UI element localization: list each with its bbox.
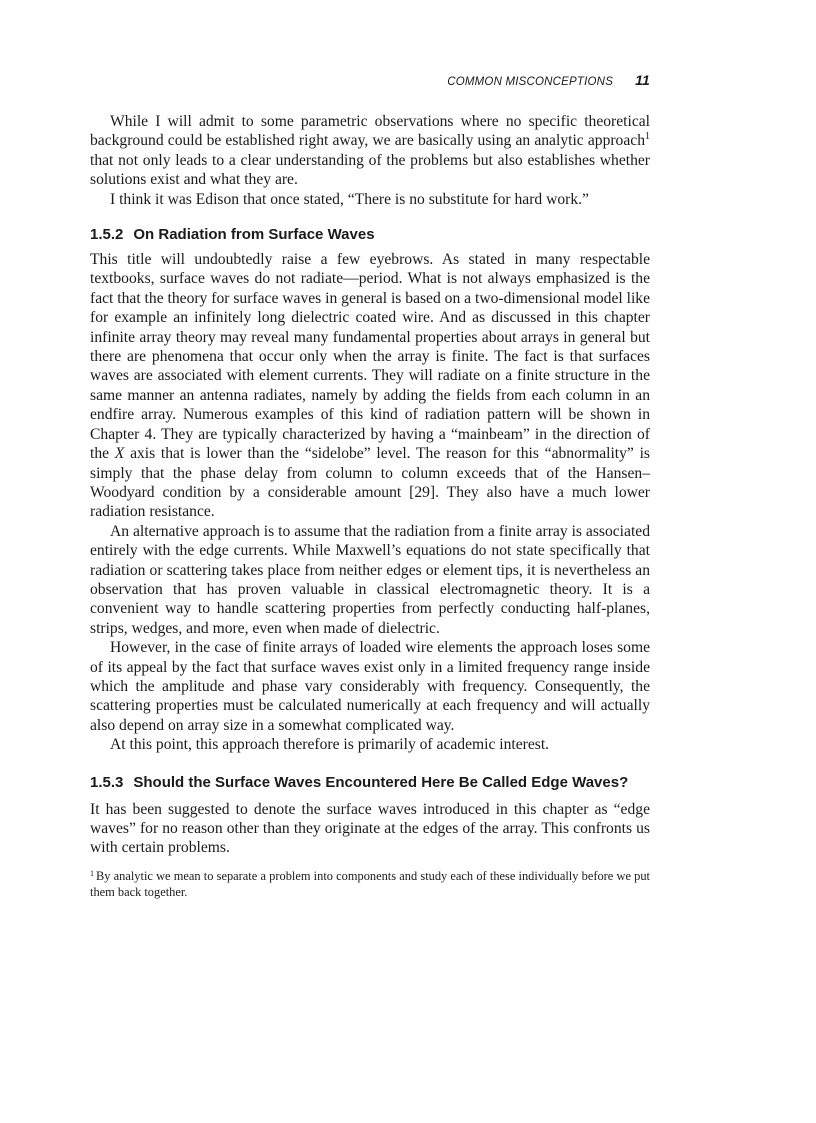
section-number: 1.5.3 <box>90 773 124 791</box>
section-1-5-2-paragraph-2: An alternative approach is to assume that the radiation from a finite array is associated entirely with the edge currents. While Maxwell’s equations do not state specifically that radiation or scattering takes place from neither edges or element tips, it is nevertheless an observation that has proven valuable in classical electromagnetic theory. It is a convenient way to handle scattering properties from perfectly conducting half-planes, strips, wedges, and more, even when made of dielectric. <box>90 522 650 637</box>
intro-paragraph-2: I think it was Edison that once stated, “There is no substitute for hard work.” <box>110 190 589 208</box>
footnote-marker: 1 <box>90 868 94 878</box>
footnote <box>90 868 650 900</box>
section-heading-1-5-3 <box>90 773 650 792</box>
section-1-5-2-paragraph-3: However, in the case of finite arrays of loaded wire elements the approach loses some of its appeal by the fact that surface waves exist only in a limited frequency range inside which the amplitude and phase vary considerably with frequency. Consequently, the scattering properties must be calculated numerically at each frequency and will actually also depend on array size in a somewhat complicated way. <box>90 639 650 734</box>
footnote-text: By analytic we mean to separate a problem into components and study each of these individually before we put them back together. <box>90 868 650 899</box>
section-1-5-2-paragraph-1: This title will undoubtedly raise a few eyebrows. As stated in many respectable textbooks, surface waves do not radiate—period. What is not always emphasized is the fact that the theory for surface waves in general is based on a two-dimensional model like for example an infinitely long dielectric coated wire. And as discussed in this chapter infinite array theory may reveal many fundamental properties about arrays in general but there are phenomena that occur only when the array is finite. The fact is that surfaces waves are associated with element currents. They will radiate on a finite structure in the same manner an antenna radiates, namely by adding the fields from each column in an endfire array. Numerous examples of this kind of radiation pattern will be shown in Chapter 4. They are typically characterized by having a “mainbeam” in the direction of the X axis that is lower than the “sidelobe” level. The reason for this “abnormality” is simply that the phase delay from column to column exceeds that of the Hansen–Woodyard condition by a considerable amount [29]. They also have a much lower radiation resistance. <box>90 251 650 521</box>
section-title: On Radiation from Surface Waves <box>133 226 375 244</box>
intro-paragraph-1: While I will admit to some parametric observations where no specific theoretical background could be established right away, we are basically using an analytic approach$^1$ that not only leads to a clear understanding of the problems but also establishes whether solutions exist and what they are. <box>90 113 650 189</box>
running-title: COMMON MISCONCEPTIONS <box>447 76 614 88</box>
body-text <box>90 112 650 900</box>
page-number: 11 <box>635 72 650 88</box>
section-title: Should the Surface Waves Encountered Here Be Called Edge Waves? <box>133 773 629 791</box>
section-1-5-3-paragraph-1: It has been suggested to denote the surface waves introduced in this chapter as “edge waves” for no reason other than they originate at the edges of the array. This confronts us with certain problems. <box>90 800 650 857</box>
section-heading-1-5-2 <box>90 225 650 244</box>
section-number: 1.5.2 <box>90 226 124 244</box>
footnote-reference[interactable]: 1 <box>645 131 650 143</box>
section-1-5-2-paragraph-4: At this point, this approach therefore is primarily of academic interest. <box>110 736 550 754</box>
axis-symbol: X <box>114 445 125 463</box>
running-header <box>90 72 650 88</box>
